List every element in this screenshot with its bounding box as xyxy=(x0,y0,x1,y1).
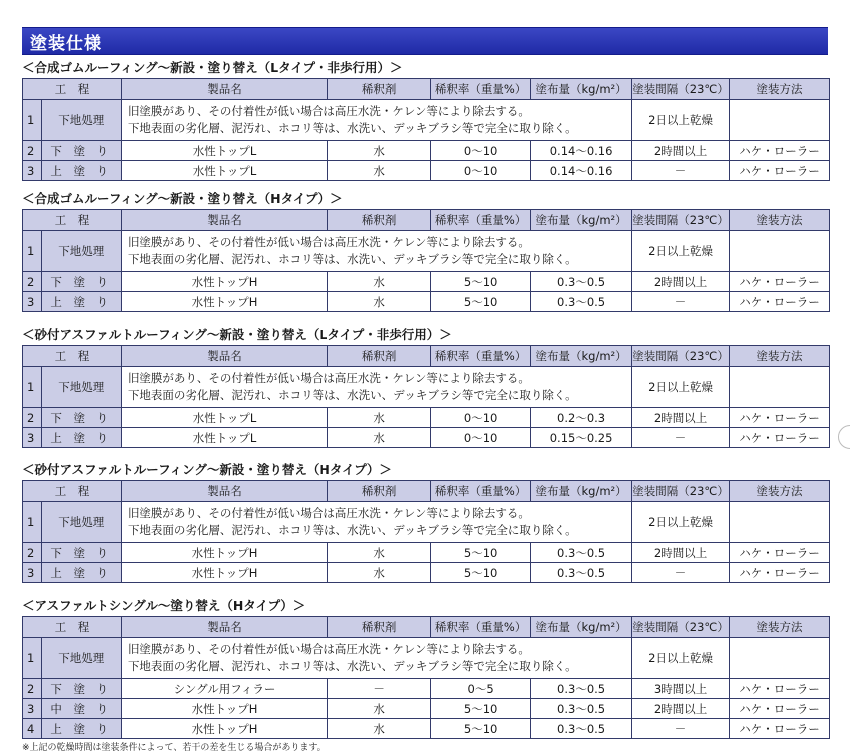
description-line: 旧塗膜があり、その付着性が低い場合は高圧水洗・ケレン等により除去する。 xyxy=(127,642,530,656)
step-name: 下 塗 り xyxy=(41,272,121,292)
step-number: 3 xyxy=(23,699,42,719)
amount-cell: 0.3～0.5 xyxy=(531,272,632,292)
interval-cell: 2日以上乾燥 xyxy=(632,502,730,543)
table-row xyxy=(23,563,830,583)
table-row xyxy=(23,502,830,543)
header-cell: 稀釈率（重量%） xyxy=(431,79,531,100)
step-name: 上 塗 り xyxy=(41,161,121,181)
spec-section xyxy=(22,325,830,448)
step-name: 下地処理 xyxy=(41,367,121,408)
table-row xyxy=(23,292,830,312)
page-edge-circle xyxy=(838,425,850,449)
header-cell: 塗装方法 xyxy=(730,79,830,100)
step-number: 1 xyxy=(23,100,42,141)
header-cell: 製品名 xyxy=(121,617,327,638)
header-cell: 塗装方法 xyxy=(730,210,830,231)
step-number: 1 xyxy=(23,367,42,408)
table-row xyxy=(23,638,830,679)
header-process: 工 程 xyxy=(23,79,122,100)
thinner-cell: 水 xyxy=(328,161,431,181)
header-row xyxy=(23,346,830,367)
description-line: 旧塗膜があり、その付着性が低い場合は高圧水洗・ケレン等により除去する。 xyxy=(127,235,530,249)
header-cell: 製品名 xyxy=(121,210,327,231)
header-cell: 稀釈剤 xyxy=(328,210,431,231)
step-name: 下 塗 り xyxy=(41,543,121,563)
table-row xyxy=(23,367,830,408)
section-banner xyxy=(22,27,828,55)
footnote: ※上記の乾燥時間は塗装条件によって、若干の差を生じる場合があります。 xyxy=(22,743,326,753)
method-cell xyxy=(730,100,830,141)
step-name: 上 塗 り xyxy=(41,292,121,312)
header-cell: 塗布量（kg/m²） xyxy=(531,210,632,231)
ratio-cell: 0～10 xyxy=(431,141,531,161)
header-cell: 塗装間隔（23℃） xyxy=(632,79,730,100)
spec-table xyxy=(22,480,830,583)
interval-cell: － xyxy=(632,563,730,583)
step-name: 中 塗 り xyxy=(41,699,121,719)
step-name: 下地処理 xyxy=(41,100,121,141)
amount-cell: 0.15～0.25 xyxy=(531,428,632,448)
header-process: 工 程 xyxy=(23,210,122,231)
interval-cell: 3時間以上 xyxy=(632,679,730,699)
interval-cell: 2時間以上 xyxy=(632,141,730,161)
interval-cell: － xyxy=(632,428,730,448)
step-number: 1 xyxy=(23,231,42,272)
interval-cell: 2時間以上 xyxy=(632,543,730,563)
product-cell: 水性トップH xyxy=(121,543,327,563)
spec-table xyxy=(22,616,830,739)
interval-cell: 2時間以上 xyxy=(632,272,730,292)
ratio-cell: 0～10 xyxy=(431,161,531,181)
thinner-cell: 水 xyxy=(328,292,431,312)
step-name: 下 塗 り xyxy=(41,408,121,428)
table-row xyxy=(23,141,830,161)
interval-cell: 2時間以上 xyxy=(632,408,730,428)
header-cell: 稀釈率（重量%） xyxy=(431,210,531,231)
table-row xyxy=(23,161,830,181)
thinner-cell: 水 xyxy=(328,428,431,448)
product-cell: 水性トップH xyxy=(121,699,327,719)
spec-section xyxy=(22,460,830,583)
header-row xyxy=(23,79,830,100)
section-title: ＜合成ゴムルーフィング～新設・塗り替え（Hタイプ）＞ xyxy=(22,191,343,206)
step-description xyxy=(121,231,631,272)
banner-title: 塗装仕様 xyxy=(30,34,102,54)
product-cell: 水性トップH xyxy=(121,272,327,292)
ratio-cell: 5～10 xyxy=(431,719,531,739)
section-title: ＜砂付アスファルトルーフィング～新設・塗り替え（Lタイプ・非歩行用）＞ xyxy=(22,327,452,342)
step-number: 3 xyxy=(23,161,42,181)
amount-cell: 0.14～0.16 xyxy=(531,141,632,161)
table-row xyxy=(23,719,830,739)
table-row xyxy=(23,408,830,428)
header-row xyxy=(23,210,830,231)
description-line: 旧塗膜があり、その付着性が低い場合は高圧水洗・ケレン等により除去する。 xyxy=(127,506,530,520)
step-number: 1 xyxy=(23,638,42,679)
spec-section xyxy=(22,58,830,181)
table-row xyxy=(23,100,830,141)
section-title: ＜砂付アスファルトルーフィング～新設・塗り替え（Hタイプ）＞ xyxy=(22,462,392,477)
amount-cell: 0.2～0.3 xyxy=(531,408,632,428)
method-cell: ハケ・ローラー xyxy=(730,161,830,181)
interval-cell: 2日以上乾燥 xyxy=(632,638,730,679)
thinner-cell: 水 xyxy=(328,272,431,292)
step-name: 上 塗 り xyxy=(41,719,121,739)
section-title: ＜合成ゴムルーフィング～新設・塗り替え（Lタイプ・非歩行用）＞ xyxy=(22,60,403,75)
header-cell: 製品名 xyxy=(121,79,327,100)
method-cell: ハケ・ローラー xyxy=(730,141,830,161)
amount-cell: 0.3～0.5 xyxy=(531,543,632,563)
product-cell: 水性トップL xyxy=(121,408,327,428)
header-cell: 稀釈剤 xyxy=(328,346,431,367)
header-cell: 稀釈率（重量%） xyxy=(431,346,531,367)
method-cell xyxy=(730,502,830,543)
table-row xyxy=(23,543,830,563)
interval-cell: － xyxy=(632,719,730,739)
method-cell xyxy=(730,638,830,679)
header-cell: 稀釈率（重量%） xyxy=(431,481,531,502)
spec-table xyxy=(22,78,830,181)
spec-table xyxy=(22,345,830,448)
header-cell: 製品名 xyxy=(121,481,327,502)
table-row xyxy=(23,231,830,272)
header-cell: 稀釈剤 xyxy=(328,481,431,502)
method-cell: ハケ・ローラー xyxy=(730,292,830,312)
step-description xyxy=(121,367,631,408)
description-line: 旧塗膜があり、その付着性が低い場合は高圧水洗・ケレン等により除去する。 xyxy=(127,371,530,385)
interval-cell: 2時間以上 xyxy=(632,699,730,719)
step-number: 2 xyxy=(23,408,42,428)
thinner-cell: 水 xyxy=(328,699,431,719)
product-cell: 水性トップH xyxy=(121,563,327,583)
method-cell xyxy=(730,367,830,408)
step-name: 上 塗 り xyxy=(41,428,121,448)
step-name: 上 塗 り xyxy=(41,563,121,583)
header-cell: 塗布量（kg/m²） xyxy=(531,79,632,100)
step-number: 2 xyxy=(23,679,42,699)
method-cell: ハケ・ローラー xyxy=(730,699,830,719)
product-cell: 水性トップH xyxy=(121,719,327,739)
method-cell: ハケ・ローラー xyxy=(730,679,830,699)
step-number: 2 xyxy=(23,141,42,161)
header-cell: 塗装間隔（23℃） xyxy=(632,346,730,367)
interval-cell: － xyxy=(632,292,730,312)
ratio-cell: 0～10 xyxy=(431,408,531,428)
step-number: 3 xyxy=(23,292,42,312)
interval-cell: － xyxy=(632,161,730,181)
header-cell: 塗装間隔（23℃） xyxy=(632,481,730,502)
header-cell: 塗装間隔（23℃） xyxy=(632,617,730,638)
spec-section xyxy=(22,189,830,312)
product-cell: 水性トップH xyxy=(121,292,327,312)
thinner-cell: 水 xyxy=(328,408,431,428)
product-cell: 水性トップL xyxy=(121,161,327,181)
step-number: 4 xyxy=(23,719,42,739)
amount-cell: 0.3～0.5 xyxy=(531,679,632,699)
step-name: 下 塗 り xyxy=(41,679,121,699)
description-line: 旧塗膜があり、その付着性が低い場合は高圧水洗・ケレン等により除去する。 xyxy=(127,104,530,118)
description-line: 下地表面の劣化層、泥汚れ、ホコリ等は、水洗い、デッキブラシ等で完全に取り除く。 xyxy=(127,252,577,266)
table-row xyxy=(23,699,830,719)
product-cell: 水性トップL xyxy=(121,141,327,161)
header-cell: 塗装間隔（23℃） xyxy=(632,210,730,231)
step-number: 3 xyxy=(23,428,42,448)
spec-section xyxy=(22,596,830,739)
ratio-cell: 5～10 xyxy=(431,699,531,719)
header-cell: 塗布量（kg/m²） xyxy=(531,617,632,638)
step-name: 下地処理 xyxy=(41,638,121,679)
ratio-cell: 5～10 xyxy=(431,563,531,583)
step-number: 2 xyxy=(23,272,42,292)
table-row xyxy=(23,679,830,699)
interval-cell: 2日以上乾燥 xyxy=(632,367,730,408)
interval-cell: 2日以上乾燥 xyxy=(632,231,730,272)
header-cell: 塗装方法 xyxy=(730,481,830,502)
ratio-cell: 5～10 xyxy=(431,292,531,312)
section-title: ＜アスファルトシングル～塗り替え（Hタイプ）＞ xyxy=(22,598,306,613)
step-description xyxy=(121,638,631,679)
header-cell: 稀釈率（重量%） xyxy=(431,617,531,638)
method-cell: ハケ・ローラー xyxy=(730,543,830,563)
ratio-cell: 5～10 xyxy=(431,272,531,292)
header-cell: 製品名 xyxy=(121,346,327,367)
amount-cell: 0.3～0.5 xyxy=(531,699,632,719)
step-name: 下地処理 xyxy=(41,231,121,272)
description-line: 下地表面の劣化層、泥汚れ、ホコリ等は、水洗い、デッキブラシ等で完全に取り除く。 xyxy=(127,523,577,537)
description-line: 下地表面の劣化層、泥汚れ、ホコリ等は、水洗い、デッキブラシ等で完全に取り除く。 xyxy=(127,121,577,135)
thinner-cell: 水 xyxy=(328,543,431,563)
interval-cell: 2日以上乾燥 xyxy=(632,100,730,141)
method-cell: ハケ・ローラー xyxy=(730,408,830,428)
step-number: 1 xyxy=(23,502,42,543)
header-cell: 塗布量（kg/m²） xyxy=(531,346,632,367)
header-process: 工 程 xyxy=(23,617,122,638)
header-cell: 塗装方法 xyxy=(730,617,830,638)
step-number: 3 xyxy=(23,563,42,583)
header-cell: 稀釈剤 xyxy=(328,79,431,100)
spec-table xyxy=(22,209,830,312)
amount-cell: 0.14～0.16 xyxy=(531,161,632,181)
header-process: 工 程 xyxy=(23,346,122,367)
description-line: 下地表面の劣化層、泥汚れ、ホコリ等は、水洗い、デッキブラシ等で完全に取り除く。 xyxy=(127,388,577,402)
header-cell: 稀釈剤 xyxy=(328,617,431,638)
thinner-cell: 水 xyxy=(328,563,431,583)
header-row xyxy=(23,617,830,638)
amount-cell: 0.3～0.5 xyxy=(531,563,632,583)
ratio-cell: 5～10 xyxy=(431,543,531,563)
method-cell: ハケ・ローラー xyxy=(730,272,830,292)
method-cell: ハケ・ローラー xyxy=(730,563,830,583)
ratio-cell: 0～5 xyxy=(431,679,531,699)
thinner-cell: 水 xyxy=(328,719,431,739)
header-row xyxy=(23,481,830,502)
step-name: 下地処理 xyxy=(41,502,121,543)
method-cell: ハケ・ローラー xyxy=(730,719,830,739)
product-cell: シングル用フィラー xyxy=(121,679,327,699)
ratio-cell: 0～10 xyxy=(431,428,531,448)
description-line: 下地表面の劣化層、泥汚れ、ホコリ等は、水洗い、デッキブラシ等で完全に取り除く。 xyxy=(127,659,577,673)
table-row xyxy=(23,272,830,292)
header-cell: 塗布量（kg/m²） xyxy=(531,481,632,502)
amount-cell: 0.3～0.5 xyxy=(531,719,632,739)
header-cell: 塗装方法 xyxy=(730,346,830,367)
table-row xyxy=(23,428,830,448)
method-cell: ハケ・ローラー xyxy=(730,428,830,448)
step-name: 下 塗 り xyxy=(41,141,121,161)
amount-cell: 0.3～0.5 xyxy=(531,292,632,312)
step-description xyxy=(121,100,631,141)
step-number: 2 xyxy=(23,543,42,563)
product-cell: 水性トップL xyxy=(121,428,327,448)
header-process: 工 程 xyxy=(23,481,122,502)
thinner-cell: － xyxy=(328,679,431,699)
method-cell xyxy=(730,231,830,272)
step-description xyxy=(121,502,631,543)
thinner-cell: 水 xyxy=(328,141,431,161)
